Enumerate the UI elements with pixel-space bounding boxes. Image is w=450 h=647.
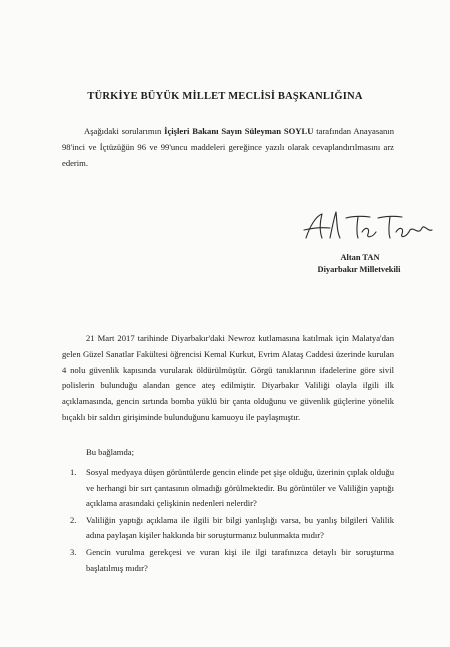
question-item	[62, 513, 394, 544]
signatory-name: Altan TAN	[340, 253, 380, 262]
question-text: Gencin vurulma gerekçesi ve vuran kişi ile ilgi tarafınızca detaylı bir soruşturma başlatılmış mıdır?	[86, 546, 394, 573]
question-text: Sosyal medyaya düşen görüntülerde gencin elinde pet şişe olduğu, üzerinin çıplak olduğu ve herhangi bir sırt çantasının olmadığı görülmektedir. Bu görüntüler ve Valiliğin yaptığı açıklama arasındaki çelişkinin nedenleri nelerdir?	[86, 467, 394, 509]
intro-text-end: tarafından Anayasanın 98'inci ve İçtüzüğün 96 ve 99'uncu maddeleri gereğince yazılı olarak cevaplandırılmasını arz ederim.	[62, 126, 394, 168]
question-number: 3.	[70, 546, 77, 557]
questions-lead: Bu bağlamda;	[86, 447, 134, 457]
question-item	[62, 545, 394, 576]
question-text: Valiliğin yaptığı açıklama ile ilgili bir bilgi yanlışlığı varsa, bu yanlış bilgileri Valilik adına paylaşan kişiler hakkında bir soruşturmanız bulunmakta mıdır?	[86, 514, 394, 541]
signatory-title: Diyarbakır Milletvekili	[317, 265, 401, 274]
question-number: 1.	[70, 467, 77, 477]
intro-paragraph	[62, 123, 394, 171]
minister-name: İçişleri Bakanı Sayın Süleyman SOYLU	[164, 126, 314, 136]
body-paragraph	[62, 331, 394, 426]
questions-list	[62, 465, 394, 577]
body-text: 21 Mart 2017 tarihinde Diyarbakır'daki Newroz kutlamasına katılmak için Malatya'dan gelen Güzel Sanatlar Fakültesi öğrencisi Kemal Kurkut, Evrim Alataş Caddesi üzerinde kurulan 4 nolu güvenlik kapısında vurularak öldürülmüştür. Görgü tanıklarının ifadelerine göre sivil polislerin bulunduğu alandan gence ateş edilmiştir. Diyarbakır Valiliği olayla ilgili ilk açıklamasında, gencin sırtında bomba yüklü bir çanta olduğunu ve güvenlik güçlerine yönelik bıçaklı bir saldırı girişiminde bulunduğunu kamuoyu ile paylaşmıştır.	[62, 333, 394, 422]
question-item	[62, 465, 394, 512]
handwritten-signature	[300, 208, 440, 244]
document-title: TÜRKİYE BÜYÜK MİLLET MECLİSİ BAŞKANLIĞINA	[87, 91, 363, 102]
question-number: 2.	[70, 514, 77, 525]
intro-text-start: Aşağıdaki sorularımın	[84, 126, 165, 136]
